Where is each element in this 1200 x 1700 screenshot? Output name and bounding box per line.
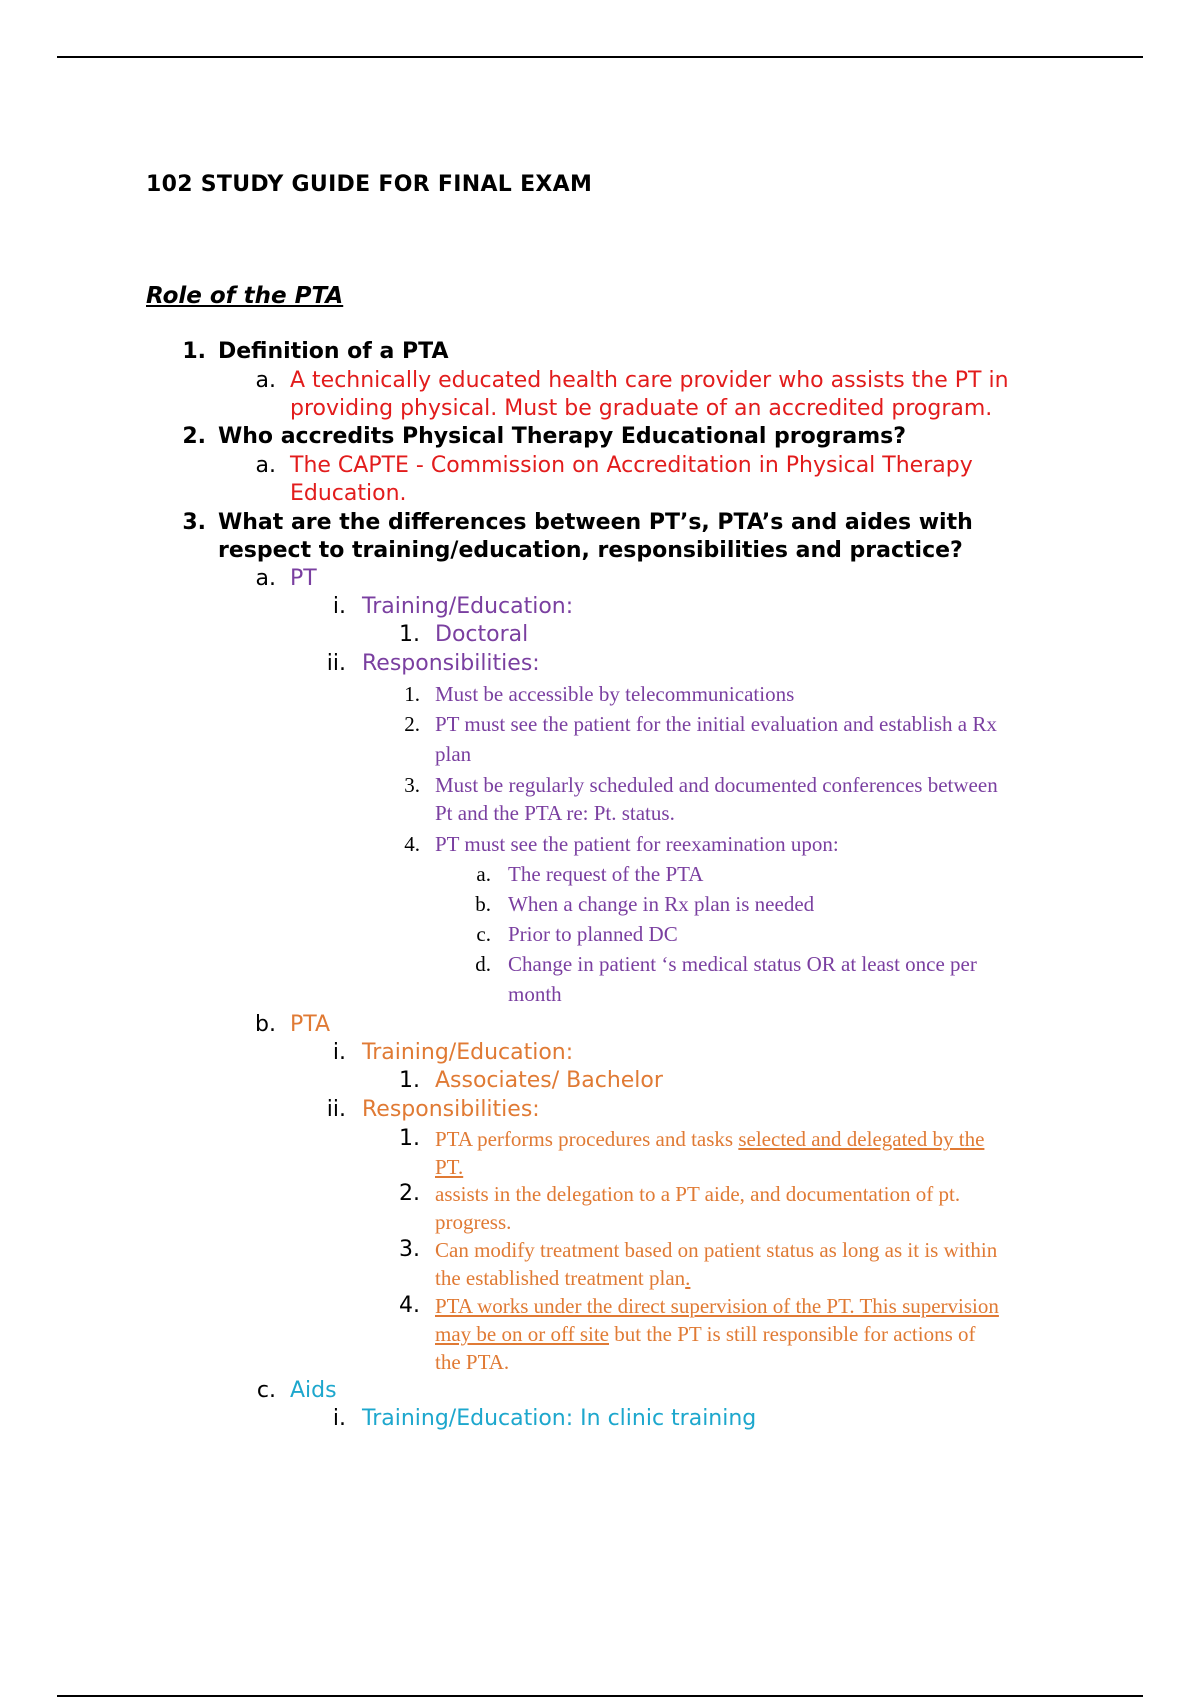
pt-resp1: Must be accessible by telecommunications (435, 682, 795, 706)
q2-answer-line1: The CAPTE - Commission on Accreditation in Physical Therapy (290, 453, 973, 478)
aids-training-marker: i. (332, 1406, 346, 1431)
q2-question: Who accredits Physical Therapy Educational programs? (218, 424, 906, 449)
pt-training-marker: i. (332, 594, 346, 619)
pt-training-label: Training/Education: (362, 594, 574, 619)
pt-resp2-marker: 2. (404, 712, 420, 736)
pt-resp4d-marker: d. (475, 952, 491, 976)
pt-training-item-marker: 1. (399, 622, 420, 647)
pta-resp-label: Responsibilities: (362, 1097, 540, 1122)
pta-resp4-marker: 4. (399, 1293, 420, 1318)
pt-resp-label: Responsibilities: (362, 651, 540, 676)
q3-question-line1: What are the differences between PT’s, PTA’s and aides with (218, 510, 973, 535)
pta-resp1-marker: 1. (399, 1126, 420, 1151)
pta-resp1-line1 (435, 1127, 984, 1152)
pt-resp4-marker: 4. (404, 832, 420, 856)
pta-training-item: Associates/ Bachelor (435, 1068, 663, 1093)
pta-training-label: Training/Education: (362, 1040, 574, 1065)
pta-training-item-marker: 1. (399, 1068, 420, 1093)
pt-resp1-marker: 1. (404, 682, 420, 706)
pt-resp4b-marker: b. (475, 892, 491, 916)
pta-resp4-line3: the PTA. (435, 1350, 510, 1374)
aids-marker: c. (256, 1378, 276, 1403)
pta-resp1-plain: PTA performs procedures and tasks (435, 1127, 739, 1151)
pta-label: PTA (290, 1012, 331, 1037)
pta-training-marker: i. (332, 1040, 346, 1065)
pta-resp3-line2 (435, 1266, 690, 1291)
pt-resp3-line2: Pt and the PTA re: Pt. status. (435, 801, 675, 825)
q1-answer-line2: providing physical. Must be graduate of an accredited program. (290, 396, 993, 421)
pta-resp4-line1: PTA works under the direct supervision of the PT. This supervision (435, 1294, 999, 1318)
q3-number: 3. (182, 510, 206, 535)
pt-marker: a. (255, 566, 276, 591)
pt-resp2-line2: plan (435, 742, 472, 766)
pt-resp4a-marker: a. (476, 862, 491, 886)
pta-marker: b. (255, 1012, 276, 1037)
q2-answer-marker: a. (255, 453, 276, 478)
page-title: 102 STUDY GUIDE FOR FINAL EXAM (146, 172, 593, 197)
q1-answer-marker: a. (255, 368, 276, 393)
pt-resp4b: When a change in Rx plan is needed (508, 892, 815, 916)
pta-resp4-line2-plain: but the PT is still responsible for actions of (609, 1322, 976, 1346)
bottom-rule (57, 1695, 1143, 1697)
pta-resp-marker: ii. (326, 1097, 346, 1122)
pta-resp3-marker: 3. (399, 1237, 420, 1262)
pt-resp2-line1: PT must see the patient for the initial evaluation and establish a Rx (435, 712, 997, 736)
pt-training-item: Doctoral (435, 622, 529, 647)
pta-resp2-line2: progress. (435, 1210, 512, 1234)
q1-question: Definition of a PTA (218, 339, 449, 364)
pt-resp4d-line1: Change in patient ‘s medical status OR at least once per (508, 952, 977, 976)
pt-resp-marker: ii. (326, 651, 346, 676)
pt-label: PT (290, 566, 317, 591)
pta-resp2-marker: 2. (399, 1181, 420, 1206)
pta-resp3-line2-plain: the established treatment plan (435, 1266, 686, 1290)
aids-label: Aids (290, 1378, 337, 1403)
pt-resp3-marker: 3. (404, 773, 420, 797)
pt-resp3-line1: Must be regularly scheduled and documented conferences between (435, 773, 998, 797)
aids-training-label: Training/Education: In clinic training (362, 1406, 757, 1431)
pta-resp1-line2: PT. (435, 1155, 464, 1179)
pta-resp1-underlined: selected and delegated by the (738, 1127, 985, 1151)
q1-answer-line1: A technically educated health care provider who assists the PT in (290, 368, 1009, 393)
pta-resp2-line1: assists in the delegation to a PT aide, and documentation of pt. (435, 1182, 961, 1206)
pt-resp4d-line2: month (508, 982, 562, 1006)
q2-answer-line2: Education. (290, 481, 407, 506)
pt-resp4: PT must see the patient for reexamination upon: (435, 832, 839, 856)
pt-resp4c: Prior to planned DC (508, 922, 678, 946)
top-rule (57, 56, 1143, 58)
q2-number: 2. (182, 424, 206, 449)
q1-number: 1. (182, 339, 206, 364)
pt-resp4c-marker: c. (476, 922, 491, 946)
pta-resp4-line2 (435, 1322, 976, 1347)
q3-question-line2: respect to training/education, responsibilities and practice? (218, 538, 963, 563)
section-heading: Role of the PTA (146, 283, 344, 309)
pta-resp3-line2-underlined: . (685, 1266, 691, 1290)
pta-resp4-line2-underlined: may be on or off site (435, 1322, 609, 1346)
pt-resp4a: The request of the PTA (508, 862, 704, 886)
pta-resp3-line1: Can modify treatment based on patient status as long as it is within (435, 1238, 998, 1262)
